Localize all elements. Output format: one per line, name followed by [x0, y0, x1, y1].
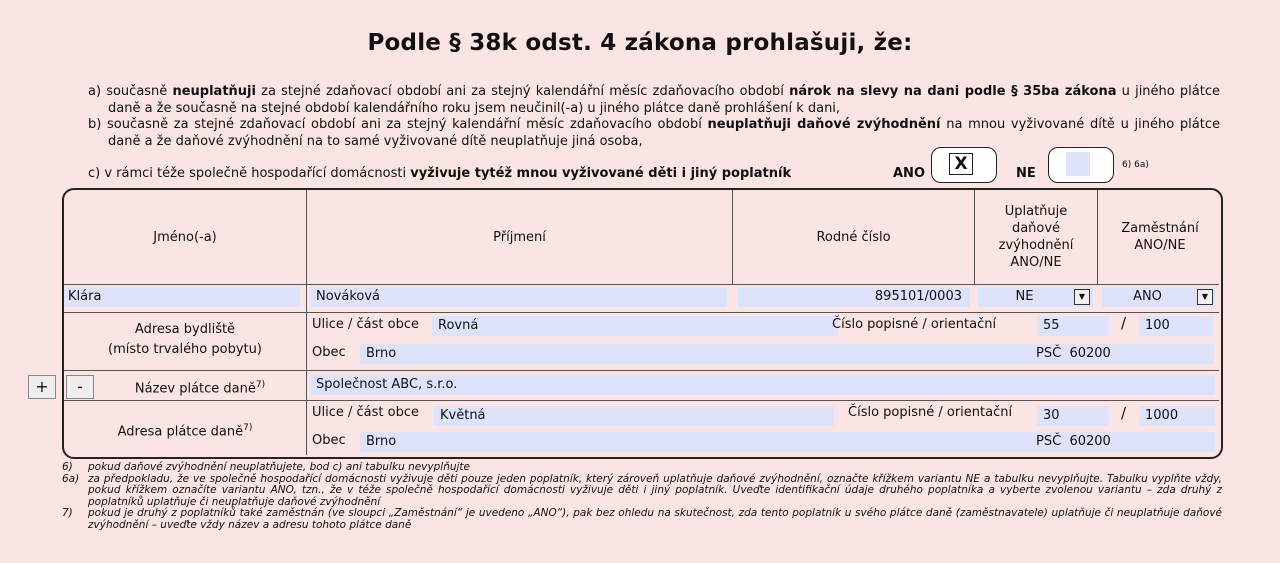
psc-label: PSČ	[1036, 346, 1062, 361]
declaration-text	[88, 84, 1220, 150]
remove-row-button[interactable]: -	[66, 375, 94, 399]
slash: /	[1121, 314, 1127, 332]
footnote: 6) pokud daňové zvýhodnění neuplatňujete, bod c) ani tabulku nevyplňujte	[62, 461, 470, 473]
zamestnani-select[interactable]: ANO	[1102, 287, 1215, 307]
divider	[64, 370, 1219, 371]
nazev-platce-field[interactable]: Společnost ABC, s.r.o.	[310, 375, 1215, 395]
adresa-platce-label: Adresa plátce daně$^{7)}$	[117, 423, 253, 440]
header-uplatnuje: Uplatňuje daňové zvýhodnění ANO/NE	[998, 204, 1074, 270]
uplatnuje-select[interactable]: NE	[978, 287, 1093, 307]
ulice-label: Ulice / část obce	[312, 405, 419, 420]
ano-checkbox[interactable]	[931, 147, 997, 183]
cislo-label: Číslo popisné / orientační	[832, 317, 997, 332]
psc-value: 60200	[1069, 434, 1111, 449]
cislo-popisne-field[interactable]: 30	[1037, 406, 1109, 426]
ulice-field[interactable]: Rovná	[432, 316, 832, 336]
cislo-orientacni-field[interactable]: 1000	[1139, 406, 1215, 426]
adresa-bydliste-sublabel: (místo trvalého pobytu)	[108, 342, 262, 357]
cislo-orientacni-field[interactable]: 100	[1139, 316, 1213, 336]
header-prijmeni: Příjmení	[493, 229, 546, 245]
chevron-down-icon[interactable]: ▼	[1197, 289, 1213, 305]
obec-label: Obec	[312, 345, 346, 360]
clause-c: c) v rámci téže společně hospodařící domácnosti vyživuje tytéž mnou vyživované děti i jiný poplatník	[88, 166, 792, 181]
nazev-platce-label: Název plátce daně$^{7)}$	[134, 380, 266, 397]
adresa-bydliste-label: Adresa bydliště	[134, 322, 236, 337]
header-jmeno: Jméno(-a)	[153, 229, 217, 245]
ano-check-mark: X	[949, 153, 973, 175]
cislo-label: Číslo popisné / orientační	[848, 405, 1013, 420]
divider	[64, 312, 1219, 313]
divider	[306, 313, 307, 455]
ano-label: ANO	[893, 166, 925, 181]
psc-value: 60200	[1069, 346, 1111, 361]
divider	[974, 190, 975, 285]
obec-label: Obec	[312, 433, 346, 448]
psc-field[interactable]	[1032, 432, 1215, 452]
obec-field[interactable]: Brno	[360, 432, 1032, 452]
ne-checkbox[interactable]	[1048, 147, 1114, 183]
footnote-ref: 6) 6a)	[1122, 160, 1149, 170]
clause-a: a) současně neuplatňuji za stejné zdaňovací období ani za stejný kalendářní měsíc zdaňovacího období nárok na slevy na dani podle § 35ba zákona u jiného plátce daně a že současně na stejné období kalendářního roku jsem neučinil(-a) u jiného plátce daně prohlášení k dani,	[88, 84, 1220, 116]
slash: /	[1121, 404, 1127, 422]
clause-b: b) současně za stejné zdaňovací období ani za stejný kalendářní měsíc zdaňovacího období neuplatňuji daňové zvýhodnění na mnou vyživované dítě u jiného plátce daně a že daňové zvýhodnění na to samé vyživované dítě neuplatňuje jiná osoba,	[88, 117, 1220, 149]
jmeno-field[interactable]: Klára	[64, 287, 300, 307]
child-table	[62, 188, 1223, 459]
ne-check-field	[1066, 152, 1090, 176]
ne-label: NE	[1016, 166, 1036, 181]
divider	[64, 284, 1219, 285]
header-zamestnani: Zaměstnání ANO/NE	[1121, 221, 1199, 253]
divider	[64, 400, 1219, 401]
add-row-button[interactable]: +	[28, 375, 56, 399]
footnote: 7) pokud je druhý z poplatníků také zaměstnán (ve sloupci „Zaměstnání“ je uvedeno „ANO“), pak bez ohledu na skutečnost, zda tento poplatník u svého plátce daně (zaměstnavatele) uplatňuje či neuplatňuje daňové zvýhodnění – uveďte vždy název a adresu tohoto plátce daně	[62, 507, 1222, 531]
rodne-cislo-field[interactable]: 895101/0003	[738, 287, 970, 307]
psc-field[interactable]	[1032, 344, 1214, 364]
page-title: Podle § 38k odst. 4 zákona prohlašuji, že:	[367, 30, 913, 56]
psc-label: PSČ	[1036, 434, 1062, 449]
obec-field[interactable]: Brno	[360, 344, 1032, 364]
footnote: 6a) za předpokladu, že ve společně hospodařící domácnosti vyživuje děti pouze jeden poplatník, který zároveň uplatňuje daňové zvýhodnění, označte křížkem variantu NE a tabulku nevyplňujte. Tabulku vyplňte vždy, pokud křížkem označíte variantu ANO, tzn., že v téže společně hospodařící domácnosti vyživuje děti i jiný poplatník. Uveďte identifikační údaje druhého poplatníka a vyberte zvolenou variantu – zda druhý z poplatníků uplatňuje či neuplatňuje daňové zvýhodnění	[62, 472, 1222, 508]
footnotes	[62, 462, 1222, 531]
prijmeni-field[interactable]: Nováková	[310, 287, 727, 307]
ulice-label: Ulice / část obce	[312, 317, 419, 332]
divider	[1097, 190, 1098, 285]
ulice-field[interactable]: Květná	[434, 406, 834, 426]
chevron-down-icon[interactable]: ▼	[1074, 289, 1090, 305]
header-rodne-cislo: Rodné číslo	[816, 229, 891, 245]
cislo-popisne-field[interactable]: 55	[1037, 316, 1109, 336]
